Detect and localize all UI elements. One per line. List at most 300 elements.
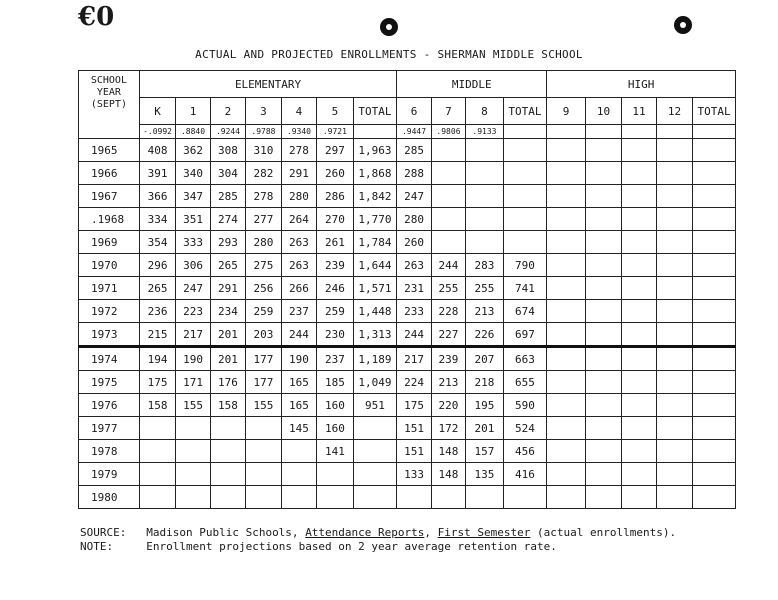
grade-header: 9 <box>547 98 586 125</box>
enrollment-cell <box>693 371 736 394</box>
enrollment-cell: 151 <box>397 440 431 463</box>
grade-header: 10 <box>585 98 621 125</box>
enrollment-cell <box>431 185 465 208</box>
enrollment-cell <box>585 139 621 162</box>
enrollment-cell: 148 <box>431 463 465 486</box>
enrollment-cell: 217 <box>397 347 431 371</box>
enrollment-cell: 218 <box>466 371 504 394</box>
enrollment-cell <box>431 231 465 254</box>
enrollment-cell: 286 <box>317 185 353 208</box>
enrollment-cell: 160 <box>317 394 353 417</box>
enrollment-cell <box>547 371 586 394</box>
enrollment-cell <box>693 208 736 231</box>
enrollment-cell <box>585 323 621 347</box>
year-cell: .1968 <box>79 208 140 231</box>
enrollment-cell <box>431 208 465 231</box>
enrollment-cell <box>693 486 736 509</box>
grade-header: 6 <box>397 98 431 125</box>
enrollment-cell <box>693 440 736 463</box>
enrollment-cell <box>503 139 547 162</box>
enrollment-cell <box>693 417 736 440</box>
enrollment-cell: 224 <box>397 371 431 394</box>
enrollment-cell <box>210 417 245 440</box>
enrollment-cell: 790 <box>503 254 547 277</box>
enrollment-cell: 297 <box>317 139 353 162</box>
enrollment-cell: 155 <box>246 394 281 417</box>
enrollment-cell: 145 <box>281 417 316 440</box>
enrollment-cell: 663 <box>503 347 547 371</box>
enrollment-cell <box>353 417 397 440</box>
grade-header: 7 <box>431 98 465 125</box>
year-cell: 1977 <box>79 417 140 440</box>
footer <box>80 526 676 554</box>
enrollment-cell: 362 <box>176 139 210 162</box>
enrollment-cell: 674 <box>503 300 547 323</box>
source-first-semester: First Semester <box>437 526 531 539</box>
enrollment-cell <box>353 463 397 486</box>
enrollment-cell: 697 <box>503 323 547 347</box>
enrollment-cell <box>246 486 281 509</box>
table-row <box>79 162 736 185</box>
enrollment-cell <box>585 300 621 323</box>
enrollment-cell <box>585 185 621 208</box>
grade-header: 5 <box>317 98 353 125</box>
enrollment-cell: 391 <box>139 162 175 185</box>
high-header: HIGH <box>547 71 736 98</box>
grade-header: 8 <box>466 98 504 125</box>
year-cell: 1978 <box>79 440 140 463</box>
enrollment-cell: 165 <box>281 394 316 417</box>
table-row <box>79 347 736 371</box>
enrollment-cell: 304 <box>210 162 245 185</box>
retention-rate <box>693 125 736 139</box>
enrollment-cell <box>317 463 353 486</box>
enrollment-cell: 456 <box>503 440 547 463</box>
grade-header: 3 <box>246 98 281 125</box>
retention-rate: .9340 <box>281 125 316 139</box>
enrollment-cell: 1,448 <box>353 300 397 323</box>
enrollment-cell <box>656 323 692 347</box>
grade-header: 11 <box>622 98 656 125</box>
enrollment-cell: 741 <box>503 277 547 300</box>
enrollment-cell <box>281 463 316 486</box>
enrollment-cell <box>585 417 621 440</box>
enrollment-cell <box>622 323 656 347</box>
enrollment-cell: 261 <box>317 231 353 254</box>
enrollment-cell <box>466 162 504 185</box>
enrollment-cell: 590 <box>503 394 547 417</box>
enrollment-cell: 951 <box>353 394 397 417</box>
enrollment-cell <box>503 208 547 231</box>
enrollment-cell: 285 <box>210 185 245 208</box>
enrollment-cell: 524 <box>503 417 547 440</box>
enrollment-cell <box>585 347 621 371</box>
note-label: NOTE: <box>80 540 114 553</box>
year-cell: 1967 <box>79 185 140 208</box>
enrollment-cell: 347 <box>176 185 210 208</box>
page-title: ACTUAL AND PROJECTED ENROLLMENTS - SHERMAN MIDDLE SCHOOL <box>195 48 583 61</box>
enrollment-cell: 416 <box>503 463 547 486</box>
enrollment-cell: 260 <box>317 162 353 185</box>
enrollment-cell <box>176 417 210 440</box>
retention-rate: -.0992 <box>139 125 175 139</box>
enrollment-cell: 148 <box>431 440 465 463</box>
enrollment-cell: 133 <box>397 463 431 486</box>
year-cell: 1973 <box>79 323 140 347</box>
enrollment-cell <box>547 323 586 347</box>
table-row <box>79 300 736 323</box>
enrollment-cell: 333 <box>176 231 210 254</box>
table-row <box>79 394 736 417</box>
enrollment-cell: 263 <box>397 254 431 277</box>
enrollment-cell: 201 <box>210 347 245 371</box>
enrollment-cell <box>656 300 692 323</box>
enrollment-cell: 306 <box>176 254 210 277</box>
enrollment-cell <box>622 185 656 208</box>
enrollment-cell: 283 <box>466 254 504 277</box>
enrollment-cell <box>547 254 586 277</box>
enrollment-cell <box>585 162 621 185</box>
enrollment-cell: 213 <box>466 300 504 323</box>
enrollment-cell <box>656 347 692 371</box>
enrollment-cell: 277 <box>246 208 281 231</box>
enrollment-cell: 296 <box>139 254 175 277</box>
enrollment-cell <box>547 463 586 486</box>
enrollment-cell <box>353 440 397 463</box>
enrollment-cell <box>585 394 621 417</box>
year-cell: 1975 <box>79 371 140 394</box>
enrollment-cell: 155 <box>176 394 210 417</box>
enrollment-cell: 310 <box>246 139 281 162</box>
enrollment-cell: 195 <box>466 394 504 417</box>
elementary-header: ELEMENTARY <box>139 71 396 98</box>
enrollment-cell: 190 <box>176 347 210 371</box>
enrollment-cell <box>547 231 586 254</box>
retention-rate: .9133 <box>466 125 504 139</box>
enrollment-cell <box>547 277 586 300</box>
enrollment-cell: 308 <box>210 139 245 162</box>
retention-rate: .9806 <box>431 125 465 139</box>
year-cell: 1974 <box>79 347 140 371</box>
enrollment-cell <box>693 300 736 323</box>
enrollment-cell <box>431 139 465 162</box>
retention-rate <box>585 125 621 139</box>
enrollment-cell <box>585 440 621 463</box>
enrollment-cell: 351 <box>176 208 210 231</box>
enrollment-cell: 171 <box>176 371 210 394</box>
enrollment-cell: 263 <box>281 231 316 254</box>
enrollment-cell <box>210 463 245 486</box>
enrollment-cell: 1,049 <box>353 371 397 394</box>
enrollment-cell <box>656 185 692 208</box>
enrollment-cell: 340 <box>176 162 210 185</box>
year-cell: 1972 <box>79 300 140 323</box>
enrollment-cell <box>693 162 736 185</box>
table-row <box>79 231 736 254</box>
source-suffix: (actual enrollments). <box>530 526 677 539</box>
enrollment-cell <box>431 162 465 185</box>
enrollment-cell <box>622 254 656 277</box>
enrollment-cell: 259 <box>317 300 353 323</box>
year-cell: 1971 <box>79 277 140 300</box>
enrollment-cell: 226 <box>466 323 504 347</box>
enrollment-cell: 291 <box>210 277 245 300</box>
enrollment-cell: 185 <box>317 371 353 394</box>
enrollment-cell: 237 <box>281 300 316 323</box>
enrollment-cell: 215 <box>139 323 175 347</box>
enrollment-cell <box>585 277 621 300</box>
enrollment-cell <box>622 277 656 300</box>
enrollment-cell <box>547 208 586 231</box>
enrollment-cell <box>656 231 692 254</box>
enrollment-cell <box>656 440 692 463</box>
table-row <box>79 371 736 394</box>
retention-rate <box>503 125 547 139</box>
enrollment-cell: 260 <box>397 231 431 254</box>
enrollment-cell <box>281 440 316 463</box>
enrollment-cell: 244 <box>397 323 431 347</box>
enrollment-cell <box>246 417 281 440</box>
punch-hole-icon <box>380 18 398 36</box>
retention-rate: .9721 <box>317 125 353 139</box>
page-mark: €0 <box>78 2 115 32</box>
enrollment-cell <box>547 139 586 162</box>
enrollment-cell: 201 <box>466 417 504 440</box>
enrollment-cell: 263 <box>281 254 316 277</box>
enrollment-cell <box>317 486 353 509</box>
retention-rate <box>622 125 656 139</box>
enrollment-cell: 247 <box>176 277 210 300</box>
enrollment-cell <box>656 277 692 300</box>
enrollment-cell <box>585 463 621 486</box>
enrollment-cell <box>503 185 547 208</box>
enrollment-cell: 190 <box>281 347 316 371</box>
enrollment-cell <box>693 347 736 371</box>
grade-header: 2 <box>210 98 245 125</box>
enrollment-cell: 255 <box>466 277 504 300</box>
enrollment-cell <box>693 139 736 162</box>
table-row <box>79 323 736 347</box>
enrollment-cell <box>656 417 692 440</box>
enrollment-cell <box>622 417 656 440</box>
enrollment-cell: 239 <box>431 347 465 371</box>
source-label: SOURCE: <box>80 526 127 539</box>
enrollment-cell: 160 <box>317 417 353 440</box>
enrollment-cell <box>693 323 736 347</box>
enrollment-cell: 237 <box>317 347 353 371</box>
enrollment-cell: 1,784 <box>353 231 397 254</box>
enrollment-cell: 274 <box>210 208 245 231</box>
note-line <box>80 540 676 554</box>
enrollment-cell: 265 <box>139 277 175 300</box>
enrollment-cell: 408 <box>139 139 175 162</box>
enrollment-cell <box>246 463 281 486</box>
enrollment-cell <box>656 371 692 394</box>
source-line <box>80 526 676 540</box>
enrollment-cell: 244 <box>431 254 465 277</box>
year-cell: 1976 <box>79 394 140 417</box>
year-cell: 1966 <box>79 162 140 185</box>
enrollment-cell <box>622 300 656 323</box>
enrollment-cell: 1,571 <box>353 277 397 300</box>
enrollment-cell <box>176 486 210 509</box>
enrollment-cell <box>397 486 431 509</box>
enrollment-cell: 151 <box>397 417 431 440</box>
punch-hole-icon <box>674 16 692 34</box>
enrollment-cell: 165 <box>281 371 316 394</box>
enrollment-cell <box>693 185 736 208</box>
enrollment-cell: 288 <box>397 162 431 185</box>
source-text: Madison Public Schools, <box>146 526 306 539</box>
enrollment-cell <box>176 463 210 486</box>
enrollment-cell <box>585 208 621 231</box>
enrollment-cell: 275 <box>246 254 281 277</box>
enrollment-cell <box>547 347 586 371</box>
enrollment-cell: 266 <box>281 277 316 300</box>
enrollment-cell: 234 <box>210 300 245 323</box>
enrollment-cell: 291 <box>281 162 316 185</box>
enrollment-cell: 244 <box>281 323 316 347</box>
enrollment-table <box>78 70 736 509</box>
enrollment-cell <box>431 486 465 509</box>
enrollment-cell: 280 <box>246 231 281 254</box>
enrollment-cell: 207 <box>466 347 504 371</box>
enrollment-cell: 285 <box>397 139 431 162</box>
enrollment-cell: 158 <box>139 394 175 417</box>
year-cell: 1980 <box>79 486 140 509</box>
retention-rate: .8840 <box>176 125 210 139</box>
enrollment-cell: 1,842 <box>353 185 397 208</box>
enrollment-cell: 213 <box>431 371 465 394</box>
enrollment-cell: 220 <box>431 394 465 417</box>
retention-rate <box>547 125 586 139</box>
enrollment-cell <box>466 139 504 162</box>
grade-header: 12 <box>656 98 692 125</box>
enrollment-cell: 233 <box>397 300 431 323</box>
enrollment-cell <box>503 231 547 254</box>
middle-header: MIDDLE <box>397 71 547 98</box>
enrollment-cell: 236 <box>139 300 175 323</box>
enrollment-cell <box>585 371 621 394</box>
enrollment-cell: 278 <box>281 139 316 162</box>
table-row <box>79 185 736 208</box>
year-cell: 1965 <box>79 139 140 162</box>
enrollment-cell <box>622 371 656 394</box>
enrollment-cell: 231 <box>397 277 431 300</box>
year-cell: 1979 <box>79 463 140 486</box>
enrollment-cell: 141 <box>317 440 353 463</box>
enrollment-cell: 282 <box>246 162 281 185</box>
enrollment-cell <box>622 208 656 231</box>
source-attendance-reports: Attendance Reports <box>305 526 425 539</box>
enrollment-cell: 293 <box>210 231 245 254</box>
retention-rate: .9788 <box>246 125 281 139</box>
enrollment-cell <box>503 162 547 185</box>
retention-rate: .9244 <box>210 125 245 139</box>
enrollment-cell: 247 <box>397 185 431 208</box>
enrollment-cell <box>353 486 397 509</box>
enrollment-cell: 223 <box>176 300 210 323</box>
enrollment-cell: 172 <box>431 417 465 440</box>
enrollment-cell: 228 <box>431 300 465 323</box>
enrollment-cell: 1,189 <box>353 347 397 371</box>
enrollment-cell <box>622 231 656 254</box>
retention-rate <box>656 125 692 139</box>
enrollment-cell: 177 <box>246 371 281 394</box>
enrollment-cell: 264 <box>281 208 316 231</box>
enrollment-cell <box>693 394 736 417</box>
table-row <box>79 254 736 277</box>
enrollment-cell: 1,868 <box>353 162 397 185</box>
enrollment-cell <box>656 254 692 277</box>
enrollment-cell: 354 <box>139 231 175 254</box>
enrollment-cell: 1,644 <box>353 254 397 277</box>
enrollment-cell <box>466 208 504 231</box>
enrollment-cell: 278 <box>246 185 281 208</box>
enrollment-cell <box>656 463 692 486</box>
enrollment-cell <box>547 486 586 509</box>
enrollment-cell <box>585 231 621 254</box>
enrollment-cell <box>547 417 586 440</box>
grade-header: 1 <box>176 98 210 125</box>
enrollment-cell <box>466 185 504 208</box>
enrollment-cell: 230 <box>317 323 353 347</box>
enrollment-cell <box>693 463 736 486</box>
enrollment-cell <box>622 440 656 463</box>
enrollment-cell <box>585 486 621 509</box>
note-text: Enrollment projections based on 2 year average retention rate. <box>146 540 557 553</box>
enrollment-cell <box>622 162 656 185</box>
enrollment-cell: 175 <box>397 394 431 417</box>
enrollment-cell <box>210 486 245 509</box>
enrollment-cell: 227 <box>431 323 465 347</box>
enrollment-cell <box>139 463 175 486</box>
enrollment-cell <box>656 394 692 417</box>
school-year-header: SCHOOL YEAR (SEPT) <box>79 71 140 139</box>
enrollment-cell <box>693 254 736 277</box>
enrollment-cell <box>176 440 210 463</box>
table-row <box>79 440 736 463</box>
enrollment-cell <box>693 231 736 254</box>
enrollment-cell <box>622 463 656 486</box>
enrollment-cell <box>547 300 586 323</box>
enrollment-cell: 259 <box>246 300 281 323</box>
enrollment-cell <box>547 162 586 185</box>
table-row <box>79 486 736 509</box>
enrollment-cell: 175 <box>139 371 175 394</box>
grade-header: TOTAL <box>693 98 736 125</box>
enrollment-cell: 334 <box>139 208 175 231</box>
retention-rate <box>353 125 397 139</box>
enrollment-cell: 157 <box>466 440 504 463</box>
enrollment-cell: 256 <box>246 277 281 300</box>
enrollment-cell <box>503 486 547 509</box>
enrollment-cell: 270 <box>317 208 353 231</box>
enrollment-cell: 280 <box>397 208 431 231</box>
enrollment-cell <box>585 254 621 277</box>
enrollment-cell: 217 <box>176 323 210 347</box>
enrollment-cell: 246 <box>317 277 353 300</box>
enrollment-cell <box>656 162 692 185</box>
enrollment-cell: 201 <box>210 323 245 347</box>
enrollment-cell: 203 <box>246 323 281 347</box>
retention-rate: .9447 <box>397 125 431 139</box>
enrollment-cell <box>466 231 504 254</box>
enrollment-cell <box>622 394 656 417</box>
enrollment-cell <box>622 486 656 509</box>
enrollment-cell <box>656 139 692 162</box>
enrollment-cell: 366 <box>139 185 175 208</box>
